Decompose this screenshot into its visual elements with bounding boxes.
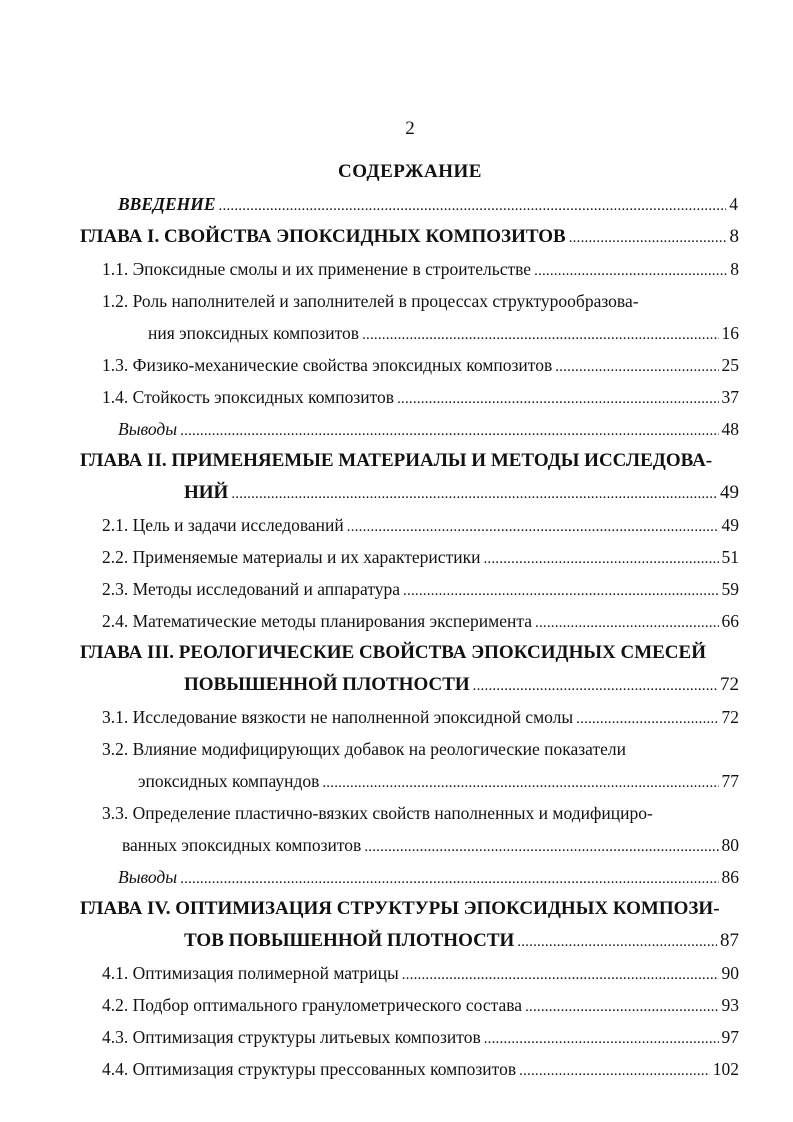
toc-leader-dots	[555, 356, 718, 378]
toc-page-number: 8	[729, 226, 739, 247]
chapter-title: СВОЙСТВА ЭПОКСИДНЫХ КОМПОЗИТОВ	[163, 226, 566, 247]
toc-page-number: 49	[720, 482, 739, 503]
toc-leader-dots	[483, 548, 718, 570]
toc-entry-text: 1.3. Физико-механические свойства эпоксидных композитов	[102, 355, 553, 375]
toc-section-1-4	[102, 386, 739, 410]
toc-section-3-2-line1: 3.2. Влияние модифицирующих добавок на реологические показатели	[102, 739, 626, 759]
toc-section-2-1	[102, 514, 739, 538]
page-number: 2	[405, 118, 415, 139]
chapter-title: ПРИМЕНЯЕМЫЕ МАТЕРИАЛЫ И МЕТОДЫ ИССЛЕДОВА-	[171, 450, 713, 471]
toc-leader-dots	[180, 420, 718, 442]
toc-section-1-2-line1: 1.2. Роль наполнителей и заполнителей в процессах структурообразова-	[102, 291, 639, 311]
chapter-label: ГЛАВА IV.	[80, 898, 171, 919]
toc-leader-dots	[473, 675, 717, 697]
toc-leader-dots	[364, 836, 718, 858]
toc-page-number: 80	[721, 835, 739, 855]
toc-entry-text: ния эпоксидных композитов	[148, 323, 360, 343]
toc-page-number: 48	[721, 419, 739, 439]
toc-section-1-3	[102, 354, 739, 378]
chapter-title-cont: ТОВ ПОВЫШЕННОЙ ПЛОТНОСТИ	[184, 930, 515, 951]
toc-chapter-2	[184, 482, 739, 505]
page-title: СОДЕРЖАНИЕ	[338, 161, 482, 182]
toc-leader-dots	[219, 195, 727, 217]
chapter-title: РЕОЛОГИЧЕСКИЕ СВОЙСТВА ЭПОКСИДНЫХ СМЕСЕЙ	[178, 642, 706, 663]
toc-leader-dots	[180, 868, 718, 890]
toc-section-3-1	[102, 706, 739, 730]
toc-section-4-1	[102, 962, 739, 986]
toc-chapter-2-line1	[80, 450, 712, 472]
toc-chapter-3-line1	[80, 642, 706, 664]
toc-page-number: 93	[721, 995, 739, 1015]
chapter-label: ГЛАВА III.	[80, 642, 174, 663]
toc-leader-dots	[347, 516, 719, 538]
chapter-title-cont: НИЙ	[184, 482, 229, 503]
toc-page-number: 90	[721, 963, 739, 983]
toc-chapter-4-line1	[80, 898, 720, 920]
toc-entry-text: 1.1. Эпоксидные смолы и их применение в строительстве	[102, 259, 532, 279]
toc-entry-text: 2.2. Применяемые материалы и их характеристики	[102, 547, 481, 567]
toc-leader-dots	[322, 772, 718, 794]
toc-page-number: 72	[721, 707, 739, 727]
toc-entry-text: Выводы	[118, 419, 178, 439]
chapter-title: ОПТИМИЗАЦИЯ СТРУКТУРЫ ЭПОКСИДНЫХ КОМПОЗИ-	[175, 898, 720, 919]
toc-section-3-3-line1: 3.3. Определение пластично-вязких свойств наполненных и модифициро-	[102, 803, 653, 823]
toc-leader-dots	[576, 708, 718, 730]
toc-section-4-3	[102, 1026, 739, 1050]
toc-entry-text: 1.4. Стойкость эпоксидных композитов	[102, 387, 395, 407]
toc-section-4-2	[102, 994, 739, 1018]
toc-leader-dots	[569, 227, 727, 249]
toc-entry-text: эпоксидных компаундов	[138, 771, 320, 791]
toc-page-number: 16	[721, 323, 739, 343]
toc-page-number: 86	[721, 867, 739, 887]
chapter-label: ГЛАВА II.	[80, 450, 167, 471]
toc-chapter-3	[184, 674, 739, 697]
toc-page-number: 37	[721, 387, 739, 407]
toc-entry-text: 4.2. Подбор оптимального гранулометрического состава	[102, 995, 523, 1015]
toc-page-number: 72	[720, 674, 739, 695]
toc-page-number: 4	[729, 194, 738, 214]
toc-leader-dots	[484, 1028, 719, 1050]
toc-section-2-3	[102, 578, 739, 602]
toc-page-number: 8	[730, 259, 739, 279]
toc-leader-dots	[517, 931, 717, 953]
toc-leader-dots	[403, 580, 718, 602]
toc-entry-text: 2.1. Цель и задачи исследований	[102, 515, 344, 535]
toc-entry-introduction	[118, 193, 738, 217]
toc-entry-text: 3.1. Исследование вязкости не наполненной эпоксидной смолы	[102, 707, 574, 727]
toc-page-number: 59	[721, 579, 739, 599]
toc-section-4-4	[102, 1058, 739, 1082]
toc-page-number: 25	[721, 355, 739, 375]
toc-leader-dots	[535, 612, 719, 634]
toc-chapter-4	[184, 930, 739, 953]
chapter-label: ГЛАВА I.	[80, 226, 160, 247]
toc-section-3-3	[122, 834, 739, 858]
toc-entry-text: ВВЕДЕНИЕ	[118, 194, 216, 214]
toc-entry-text: 2.3. Методы исследований и аппаратура	[102, 579, 401, 599]
toc-entry-text: 4.3. Оптимизация структуры литьевых композитов	[102, 1027, 481, 1047]
toc-page-number: 87	[720, 930, 739, 951]
toc-leader-dots	[534, 260, 727, 282]
toc-page-number: 66	[721, 611, 739, 631]
toc-entry-text: Выводы	[118, 867, 178, 887]
toc-page-number: 97	[721, 1027, 739, 1047]
toc-entry-text: 4.4. Оптимизация структуры прессованных композитов	[102, 1059, 517, 1079]
toc-entry-text: ванных эпоксидных композитов	[122, 835, 362, 855]
toc-entry-text: 2.4. Математические методы планирования эксперимента	[102, 611, 532, 631]
toc-page-number: 49	[721, 515, 739, 535]
toc-page-number: 51	[721, 547, 739, 567]
toc-conclusions-1	[118, 418, 739, 442]
toc-entry-text: 4.1. Оптимизация полимерной матрицы	[102, 963, 399, 983]
toc-leader-dots	[397, 388, 718, 410]
chapter-title-cont: ПОВЫШЕННОЙ ПЛОТНОСТИ	[184, 674, 470, 695]
toc-leader-dots	[525, 996, 718, 1018]
toc-leader-dots	[231, 483, 717, 505]
toc-section-2-4	[102, 610, 739, 634]
toc-page-number: 102	[712, 1059, 739, 1079]
toc-leader-dots	[362, 324, 718, 346]
toc-leader-dots	[519, 1060, 710, 1082]
toc-leader-dots	[402, 964, 719, 986]
toc-section-3-2	[138, 770, 739, 794]
toc-section-1-1	[102, 258, 739, 282]
toc-chapter-1	[80, 226, 739, 249]
toc-page-number: 77	[721, 771, 739, 791]
toc-section-2-2	[102, 546, 739, 570]
toc-section-1-2	[148, 322, 739, 346]
toc-conclusions-3	[118, 866, 739, 890]
